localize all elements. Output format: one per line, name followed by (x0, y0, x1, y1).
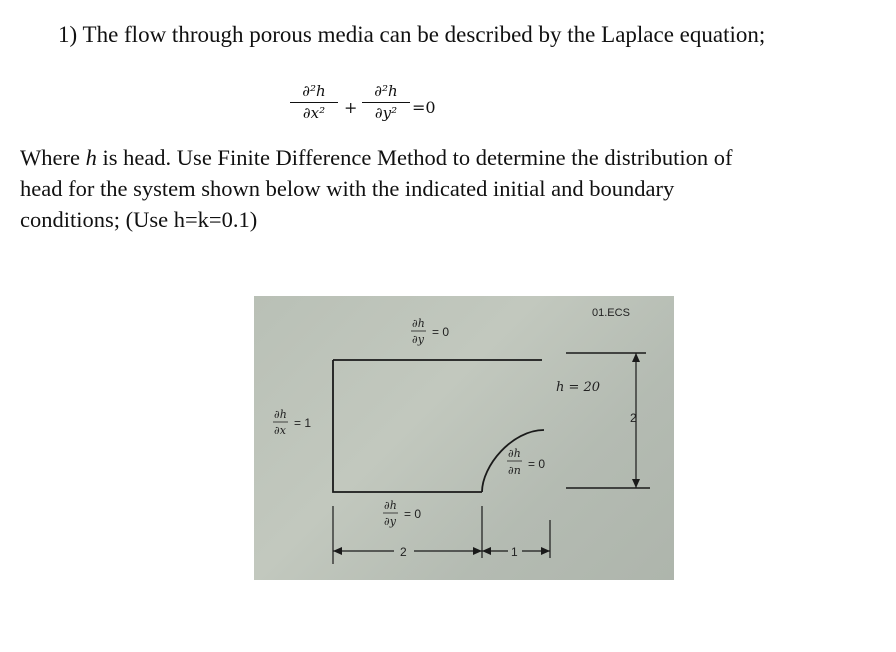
variable-h: h (85, 145, 97, 170)
paragraph-line-1: Where h is head. Use Finite Difference Method to determine the distribution of (20, 145, 733, 170)
fraction-d2h-dx2 (290, 82, 338, 122)
top-bc-num: ∂h (412, 317, 425, 330)
dim-bottom-right-label: 1 (511, 545, 518, 559)
curve-bc-value: = 0 (528, 457, 546, 471)
fraction-denominator: ∂y² (374, 104, 398, 122)
paragraph-line-2: head for the system shown below with the indicated initial and boundary (20, 176, 675, 201)
dim-arrow (473, 547, 482, 555)
equals-zero: =0 (412, 98, 436, 117)
fraction-numerator: ∂²h (290, 82, 338, 103)
top-bc-value: = 0 (432, 325, 450, 339)
fraction-d2h-dy2 (362, 82, 410, 122)
question-text (58, 22, 765, 48)
dim-arrow (482, 547, 491, 555)
right-bc-label: h = 20 (556, 380, 601, 395)
corner-mark: 01.ECS (592, 307, 630, 319)
laplace-equation (290, 82, 450, 142)
bottom-bc-den: ∂y (384, 515, 396, 528)
domain-diagram (254, 296, 674, 580)
fraction-numerator: ∂²h (362, 82, 410, 103)
right-dimension-arrow-top (632, 353, 640, 362)
left-bc-value: = 1 (294, 416, 312, 430)
curve-bc-num: ∂h (508, 447, 521, 460)
right-dimension-label: 2 (630, 411, 637, 425)
plus-sign: + (344, 98, 358, 117)
top-bc-den: ∂y (412, 333, 424, 346)
dim-bottom-left-label: 2 (400, 545, 407, 559)
problem-statement (20, 142, 880, 235)
question-number: 1) (58, 22, 78, 47)
dim-arrow (541, 547, 550, 555)
paragraph-line-3: conditions; (Use h=k=0.1) (20, 207, 258, 232)
left-bc-den: ∂x (274, 424, 286, 437)
left-bc-num: ∂h (274, 408, 287, 421)
domain-figure (254, 296, 674, 580)
right-dimension-arrow-bottom (632, 479, 640, 488)
question-body: The flow through porous media can be described by the Laplace equation; (82, 22, 766, 47)
bottom-bc-value: = 0 (404, 507, 422, 521)
bottom-bc-num: ∂h (384, 499, 397, 512)
dim-arrow (333, 547, 342, 555)
curve-bc-den: ∂n (508, 464, 521, 477)
fraction-denominator: ∂x² (302, 104, 326, 122)
